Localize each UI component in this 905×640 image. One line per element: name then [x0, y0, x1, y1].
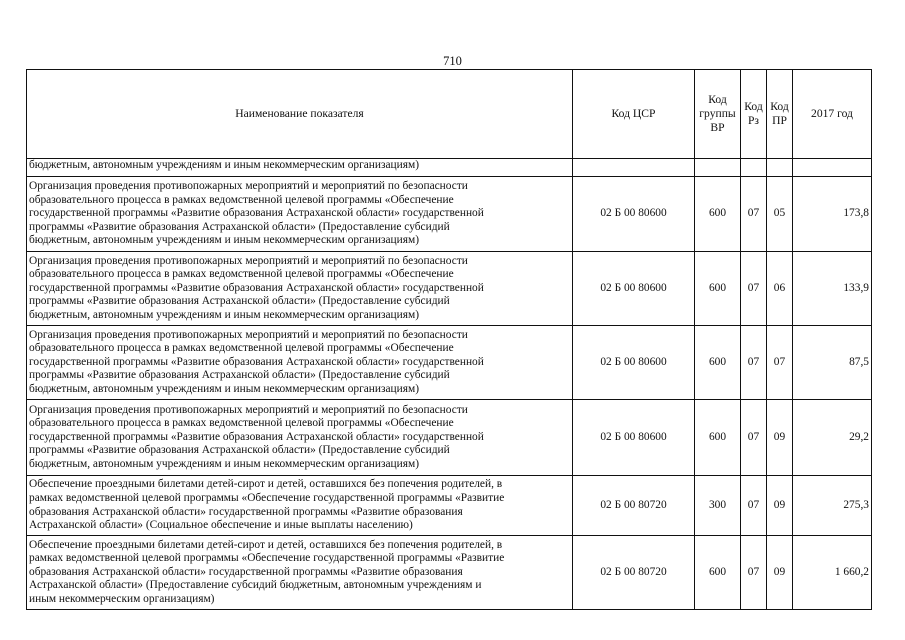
- row-rz-code: 07: [741, 252, 767, 326]
- table-header-row: [27, 70, 872, 159]
- table-row: [27, 252, 872, 326]
- row-rz-code: 07: [741, 326, 767, 400]
- table-row: [27, 400, 872, 476]
- row-amount-2017: 173,8: [793, 177, 872, 252]
- row-csr-code: 02 Б 00 80600: [573, 252, 695, 326]
- row-pr-code: 09: [767, 400, 793, 476]
- table-row: [27, 476, 872, 536]
- row-rz-code: 07: [741, 476, 767, 536]
- row-vr-code: 600: [695, 252, 741, 326]
- row-csr-code: 02 Б 00 80600: [573, 326, 695, 400]
- row-rz-code: 07: [741, 536, 767, 610]
- row-name: Организация проведения противопожарных мероприятий и мероприятий по безопасности образовательного процесса в рамках ведомственной целевой программы «Обеспечение государственной программы «Развитие образования Астраханской области» государственной программы «Развитие образования Астраханской области» (Предоставление субсидий бюджетным, автономным учреждениям и иным некоммерческим организациям): [27, 252, 573, 326]
- table-row-continuation: [27, 159, 872, 177]
- page-number: 710: [443, 54, 462, 68]
- row-vr-code: 600: [695, 177, 741, 252]
- row-csr-code: 02 Б 00 80720: [573, 476, 695, 536]
- row-pr-code: 05: [767, 177, 793, 252]
- row-name: Обеспечение проездными билетами детей-сирот и детей, оставшихся без попечения родителей, в рамках ведомственной целевой программы «Обеспечение государственной программы «Развитие образования Астраханской области» государственной программы «Развитие образования Астраханской области» (Социальное обеспечение и иные выплаты населению): [27, 476, 573, 536]
- row-pr-code: 09: [767, 476, 793, 536]
- row-vr-code: 300: [695, 476, 741, 536]
- row-pr-code: 07: [767, 326, 793, 400]
- row-name: Организация проведения противопожарных мероприятий и мероприятий по безопасности образовательного процесса в рамках ведомственной целевой программы «Обеспечение государственной программы «Развитие образования Астраханской области» государственной программы «Развитие образования Астраханской области» (Предоставление субсидий бюджетным, автономным учреждениям и иным некоммерческим организациям): [27, 326, 573, 400]
- row-amount-2017: 29,2: [793, 400, 872, 476]
- continuation-text: бюджетным, автономным учреждениям и иным некоммерческим организациям): [27, 159, 573, 177]
- header-rz-code: Код Рз: [741, 70, 767, 159]
- budget-table: [26, 69, 872, 610]
- row-vr-code: 600: [695, 536, 741, 610]
- row-name: Организация проведения противопожарных мероприятий и мероприятий по безопасности образовательного процесса в рамках ведомственной целевой программы «Обеспечение государственной программы «Развитие образования Астраханской области» государственной программы «Развитие образования Астраханской области» (Предоставление субсидий бюджетным, автономным учреждениям и иным некоммерческим организациям): [27, 400, 573, 476]
- row-pr-code: 06: [767, 252, 793, 326]
- table-row: [27, 177, 872, 252]
- row-rz-code: 07: [741, 177, 767, 252]
- row-csr-code: 02 Б 00 80600: [573, 400, 695, 476]
- header-year-2017: 2017 год: [793, 70, 872, 159]
- row-vr-code: 600: [695, 326, 741, 400]
- row-amount-2017: 275,3: [793, 476, 872, 536]
- header-indicator-name: Наименование показателя: [27, 70, 573, 159]
- table-row: [27, 326, 872, 400]
- row-amount-2017: 133,9: [793, 252, 872, 326]
- table-row: [27, 536, 872, 610]
- row-name: Организация проведения противопожарных мероприятий и мероприятий по безопасности образовательного процесса в рамках ведомственной целевой программы «Обеспечение государственной программы «Развитие образования Астраханской области» государственной программы «Развитие образования Астраханской области» (Предоставление субсидий бюджетным, автономным учреждениям и иным некоммерческим организациям): [27, 177, 573, 252]
- row-rz-code: 07: [741, 400, 767, 476]
- row-pr-code: 09: [767, 536, 793, 610]
- row-amount-2017: 87,5: [793, 326, 872, 400]
- row-name: Обеспечение проездными билетами детей-сирот и детей, оставшихся без попечения родителей, в рамках ведомственной целевой программы «Обеспечение государственной программы «Развитие образования Астраханской области» государственной программы «Развитие образования Астраханской области» (Предоставление субсидий бюджетным, автономным учреждениям и иным некоммерческим организациям): [27, 536, 573, 610]
- header-pr-code: Код ПР: [767, 70, 793, 159]
- header-csr-code: Код ЦСР: [573, 70, 695, 159]
- row-amount-2017: 1 660,2: [793, 536, 872, 610]
- header-vr-code: Код группы ВР: [695, 70, 741, 159]
- row-csr-code: 02 Б 00 80720: [573, 536, 695, 610]
- row-vr-code: 600: [695, 400, 741, 476]
- row-csr-code: 02 Б 00 80600: [573, 177, 695, 252]
